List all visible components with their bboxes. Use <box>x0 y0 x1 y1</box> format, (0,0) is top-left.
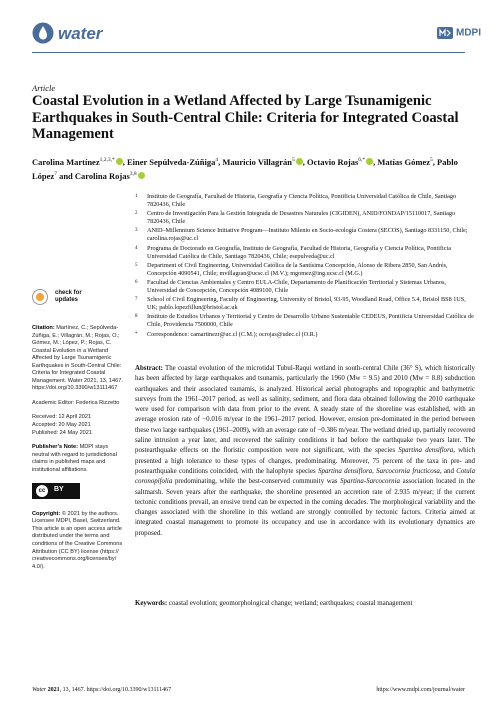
author-name[interactable]: Octavio Rojas <box>307 156 359 167</box>
species-name: Spartina densiflora <box>318 467 373 475</box>
copyright-text: © 2021 by the authors. Licensee MDPI, Basel, Switzerland. This article is an open access article distributed under the terms and conditions of the Creative Commons Attribution (CC BY) license (https:// creativecommons.org/licenses/by/ 4.0/). <box>32 510 123 570</box>
publisher-name: MDPI <box>456 27 481 39</box>
author-separator: , <box>432 156 438 167</box>
footer-citation-rest: , 13, 1467. https://doi.org/10.3390/w13111467 <box>59 687 172 693</box>
updates-line-1: check for <box>55 290 82 297</box>
author-separator: , <box>218 156 223 167</box>
abstract-text-6: association located in the saltmarsh. Seven years after the earthquake, the shoreline presented an accretion rate of 2.935 m/year; if the current tectonic conditions prevail, an erosive trend can be expected in the coming decades. The morphological variability and the changes associated with the shoreline in this wetland are strongly controlled by tectonic factors. Criteria aimed at integrated coastal management to promote its occupancy and use in accordance with its evolutionary dynamics are proposed. <box>135 478 475 537</box>
citation-label: Citation: <box>32 325 55 331</box>
orcid-icon[interactable] <box>138 172 145 179</box>
author-name[interactable]: Carolina Rojas <box>74 170 130 181</box>
abstract <box>135 364 475 539</box>
publisher-note-label: Publisher’s Note: <box>32 444 79 451</box>
footer-journal-link[interactable]: https://www.mdpi.com/journal/water <box>376 687 465 693</box>
check-for-updates-badge[interactable] <box>32 288 82 306</box>
author-name[interactable]: Einer Sepúlveda-Zúñiga <box>126 156 216 167</box>
keywords-text: coastal evolution; geomorphological change; wetland; earthquakes; coastal management <box>168 600 413 607</box>
affiliation-text: Correspondence: camartinezr@uc.cl (C.M.); ocrojas@udec.cl (O.R.) <box>147 330 318 338</box>
affiliation-number: 5 <box>135 262 138 268</box>
affiliation-item <box>135 210 475 226</box>
abstract-label: Abstract: <box>135 365 163 372</box>
author-affiliation-marker: 4 <box>215 157 219 163</box>
author-affiliation-marker: 3,8 <box>129 170 137 177</box>
abstract-text-3: , <box>372 467 377 475</box>
species-name: Spartina densiflora <box>398 447 454 455</box>
affiliation-item <box>135 227 475 243</box>
affiliation-item <box>135 296 475 312</box>
keywords <box>135 599 475 609</box>
species-name: Spartina-Sarcocornia <box>340 478 400 486</box>
dates <box>32 414 124 437</box>
academic-editor: Academic Editor: Federica Rizzetto <box>32 399 120 406</box>
orcid-icon[interactable] <box>296 158 303 165</box>
author-affiliation-marker: 1,2,3,* <box>99 157 115 163</box>
affiliation-item <box>135 331 475 339</box>
author-separator: , <box>373 156 378 167</box>
abstract-text-4: , and <box>439 467 457 475</box>
affiliation-text: School of Civil Engineering, Faculty of Engineering, University of Bristol, 93-95, Woodland Road, Office 5.4, Bristol BS8 1US, UK; pablo.lopezfillun@bristol.ac.uk <box>147 296 466 312</box>
affiliation-list <box>135 193 475 340</box>
affiliation-text: Instituto de Geografía, Facultad de Historia, Geografía y Ciencia Política, Pontificia Universidad Católica de Chile, Santiago 7820436, Chile <box>147 193 457 208</box>
affiliation-number: 2 <box>135 211 138 217</box>
check-updates-icon <box>32 289 48 305</box>
affiliation-text: Department of Civil Engineering, Universidad Católica de la Santísima Concepción, Alonso de Ribera 2850, San Andrés, Concepción 4090541, Chile; mvillagran@ucsc.cl (M.V.); mgomez@ing.ucsc.cl (M.G.) <box>147 261 448 277</box>
author-affiliation-marker: 6,* <box>358 157 366 163</box>
affiliation-number: 6 <box>135 280 138 286</box>
author-separator: and <box>56 170 75 181</box>
affiliation-text: Facultad de Ciencias Ambientales y Centro EULA-Chile, Departamento de Planificación Territorial y Sistemas Urbanos, Universidad de Concepción, Concepción 4089100, Chile <box>147 279 446 294</box>
abstract-text-2: , which presented a high tolerance to these types of changes, predominating. Moreover, 75 percent of the taxa in pre- and postearthquake conditions coincided, with the halophyte species <box>135 447 476 475</box>
received-date: Received: 12 April 2021 <box>32 414 92 421</box>
affiliation-text: Programa de Doctorado en Geografía, Instituto de Geografía, Facultad de Historia, Geografía y Ciencia Política, Pontificia Universidad Católica de Chile, Santiago 7820436, Chile; esepulveda@uc.cl <box>147 244 451 260</box>
published-date: Published: 24 May 2021 <box>32 429 93 436</box>
mdpi-mark-icon <box>437 27 453 39</box>
author-separator: , <box>122 156 127 167</box>
affiliation-item <box>135 262 475 278</box>
cc-by-license-icon[interactable] <box>32 483 80 499</box>
affiliation-number: 4 <box>135 245 138 251</box>
publisher-note <box>32 444 124 474</box>
affiliation-number: 7 <box>135 297 138 303</box>
sidebar <box>32 325 124 578</box>
author-name[interactable]: Carolina Martínez <box>32 156 100 167</box>
author-affiliation-marker: 5 <box>430 157 433 163</box>
footer-year: 2021 <box>47 687 60 693</box>
article-type: Article <box>32 83 56 93</box>
article-title: Coastal Evolution in a Wetland Affected by Large Tsunamigenic Earthquakes in South-Central Chile: Criteria for Integrated Coastal Management <box>32 93 459 142</box>
water-drop-icon <box>32 22 54 44</box>
abstract-text-1: The coastal evolution of the microtidal Tubul-Raqui wetland in south-central Chile (36° S), which historically has been affected by large earthquakes and tsunamis, particularly the 1960 (Mw = 9.5) and 2010 (Mw = 8.8) subduction earthquakes and their associated tsunamis, is analyzed. Historical aerial photographs and topographic and bathymetric surveys from the 1961–2017 period, as well as salinity, sediment, and flora data obtained following the 2010 earthquake were used for comparison with data from prior to the event. A steady state of the shoreline was established, with an average erosion rate of −0.016 m/year in the 1961–2017 period. However, erosion pre-dominated in the period between these two large earthquakes (1961–2009), with an average rate of −0.386 m/year. The wetland dried up, partially recovered saline intrusion a year later, and recovered the salinity conditions it had before the earthquake two years later. The postearthquake effects on the floristic composition were not significant, with the species <box>135 365 475 455</box>
affiliation-item <box>135 245 475 261</box>
affiliation-text: ANID–Millennium Science Initiative Program—Instituto Milenio en Socio-ecología Costera (SECOS), Santiago 8331150, Chile; carolina.rojas@uc.cl <box>147 227 468 243</box>
journal-name: water <box>58 24 103 43</box>
species-name: Sarcocornia fructicosa <box>376 467 440 475</box>
citation <box>32 325 124 393</box>
author-separator: , <box>302 156 308 167</box>
publisher-note-text: MDPI stays neutral with regard to jurisdictional claims in published maps and institutional affiliations. <box>32 444 117 473</box>
affiliation-text: Instituto de Estudios Urbanos y Territorial y Centro de Desarrollo Urbano Sustentable CEDEUS, Pontificia Universidad Católica de Chile, Providencia 7500000, Chile <box>147 313 474 329</box>
affiliation-item <box>135 313 475 329</box>
affiliation-text: Centro de Investigación Para la Gestión Integrada de Desastres Naturales (CIGIDEN), ANID/FONDAP/15110017, Santiago 7820436, Chile <box>147 210 456 226</box>
affiliation-item <box>135 279 475 295</box>
species-name: Cotula coronopifolia <box>135 467 476 486</box>
author-name[interactable]: Pablo López <box>32 156 458 181</box>
orcid-icon[interactable] <box>116 158 123 165</box>
footer-journal: Water <box>32 687 47 693</box>
abstract-text-5: predominating, while the best-conserved community was <box>172 478 341 486</box>
author-name[interactable]: Mauricio Villagrán <box>222 156 293 167</box>
footer-citation <box>32 687 171 693</box>
updates-line-2: updates <box>55 297 79 304</box>
affiliation-number: * <box>135 331 138 337</box>
author-affiliation-marker: 7 <box>54 170 57 177</box>
citation-text: Martínez, C.; Sepúlveda-Zúñiga, E.; Villagrán, M.; Rojas, O.; Gómez, M.; López, P.; Rojas, C. Coastal Evolution in a Wetland Affected by Large Tsunamigenic Earthquakes in South-Central Chile: Criteria for Integrated Coastal Management. Water 2021, 13, 1467. https://doi.org/10.3390/w13111467 <box>32 325 123 392</box>
affiliation-item <box>135 193 475 209</box>
affiliation-number: 3 <box>135 228 138 234</box>
publisher-logo <box>437 27 481 39</box>
copyright <box>32 511 124 571</box>
author-name[interactable]: Matías Gómez <box>377 156 431 167</box>
page-header <box>0 0 497 58</box>
author-affiliation-marker: 5 <box>292 157 295 163</box>
cc-by-label: BY <box>54 486 64 494</box>
copyright-label: Copyright: <box>32 510 61 517</box>
accepted-date: Accepted: 20 May 2021 <box>32 422 91 429</box>
header-divider <box>32 52 465 53</box>
keywords-label: Keywords: <box>135 600 168 607</box>
affiliation-number: 8 <box>135 314 138 320</box>
affiliation-number: 1 <box>135 194 138 199</box>
author-list <box>32 154 482 182</box>
